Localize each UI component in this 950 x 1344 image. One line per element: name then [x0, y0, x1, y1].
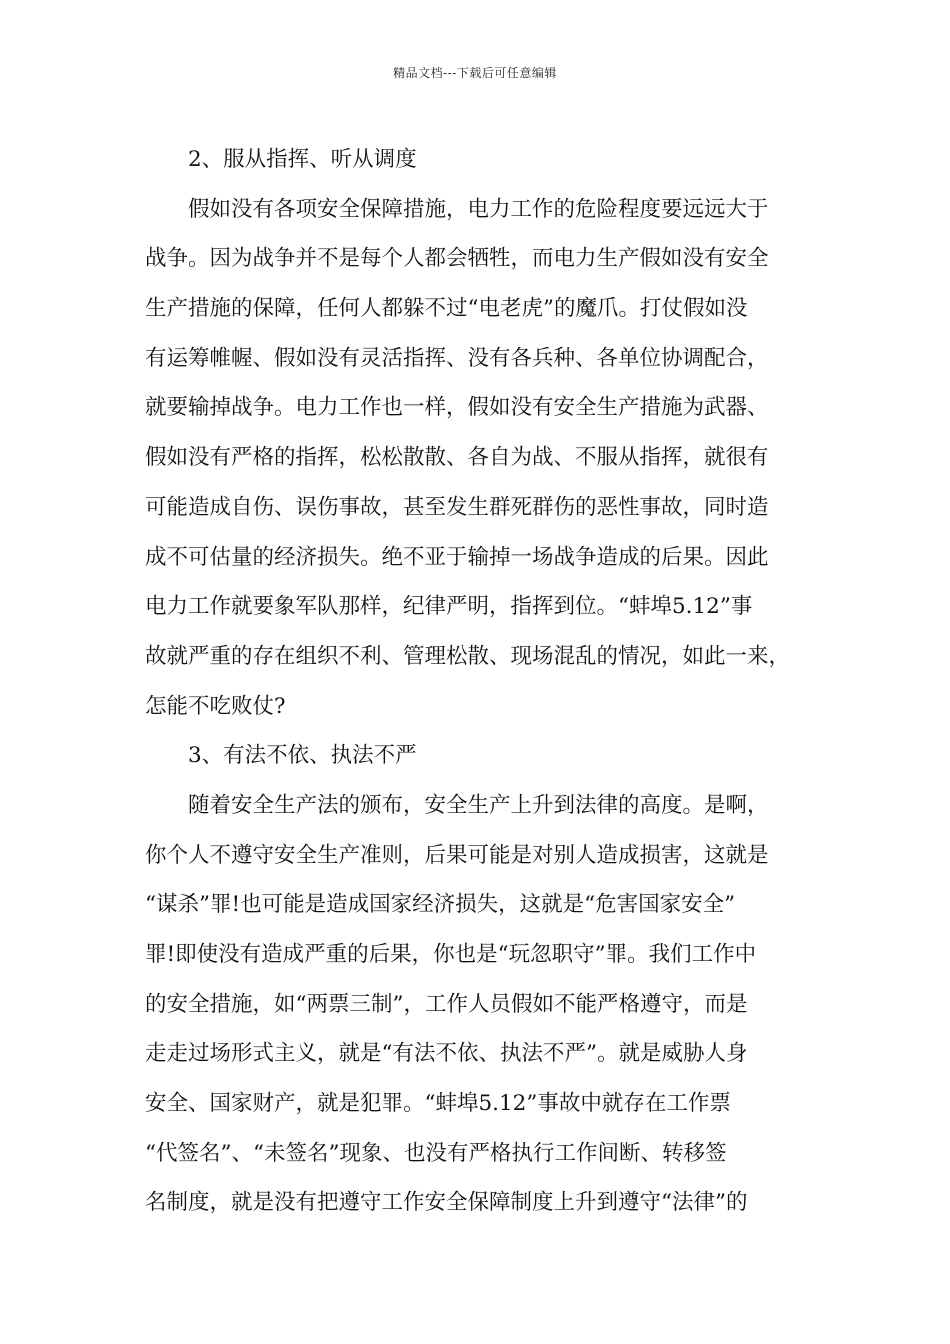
paragraph-line: 生产措施的保障，任何人都躲不过“电老虎”的魔爪。打仗假如没	[145, 296, 748, 322]
document-body	[145, 135, 815, 1228]
paragraph-line: 假如没有严格的指挥，松松散散、各自为战、不服从指挥，就很有	[145, 445, 769, 471]
paragraph-line: 你个人不遵守安全生产准则，后果可能是对别人造成损害，这就是	[145, 842, 769, 868]
paragraph-line: “代签名”、“未签名”现象、也没有严格执行工作间断、转移签	[145, 1140, 727, 1166]
paragraph-line: 随着安全生产法的颁布，安全生产上升到法律的高度。是啊，	[188, 792, 769, 818]
paragraph-line: 可能造成自伤、误伤事故，甚至发生群死群伤的恶性事故，同时造	[145, 494, 769, 520]
paragraph-line: 有运筹帷幄、假如没有灵活指挥、没有各兵种、各单位协调配合，	[145, 345, 769, 371]
paragraph-line: 的安全措施，如“两票三制”，工作人员假如不能严格遵守，而是	[145, 991, 748, 1017]
paragraph-line: 假如没有各项安全保障措施，电力工作的危险程度要远远大于	[188, 196, 769, 222]
paragraph-line: 怎能不吃败仗?	[145, 693, 286, 719]
paragraph-line: 安全、国家财产，就是犯罪。“蚌埠5.12”事故中就存在工作票	[145, 1091, 731, 1117]
section-heading: 2、服从指挥、听从调度	[188, 147, 417, 172]
paragraph-line: 故就严重的存在组织不利、管理松散、现场混乱的情况，如此一来，	[145, 643, 791, 669]
paragraph-line: 罪!即使没有造成严重的后果，你也是“玩忽职守”罪。我们工作中	[145, 942, 757, 967]
paragraph-line: 电力工作就要象军队那样，纪律严明，指挥到位。“蚌埠5.12”事	[145, 594, 753, 620]
paragraph-line: 走走过场形式主义，就是“有法不依、执法不严”。就是威胁人身	[145, 1041, 748, 1067]
paragraph-line: “谋杀”罪!也可能是造成国家经济损失，这就是“危害国家安全”	[145, 892, 736, 918]
section-heading: 3、有法不依、执法不严	[188, 743, 417, 769]
paragraph-line: 就要输掉战争。电力工作也一样，假如没有安全生产措施为武器、	[145, 395, 769, 421]
paragraph-line: 战争。因为战争并不是每个人都会牺牲，而电力生产假如没有安全	[145, 246, 769, 272]
page-header: 精品文档---下载后可任意编辑	[393, 66, 557, 80]
paragraph-line: 成不可估量的经济损失。绝不亚于输掉一场战争造成的后果。因此	[145, 544, 769, 570]
paragraph-line: 名制度，就是没有把遵守工作安全保障制度上升到遵守“法律”的	[145, 1190, 748, 1216]
